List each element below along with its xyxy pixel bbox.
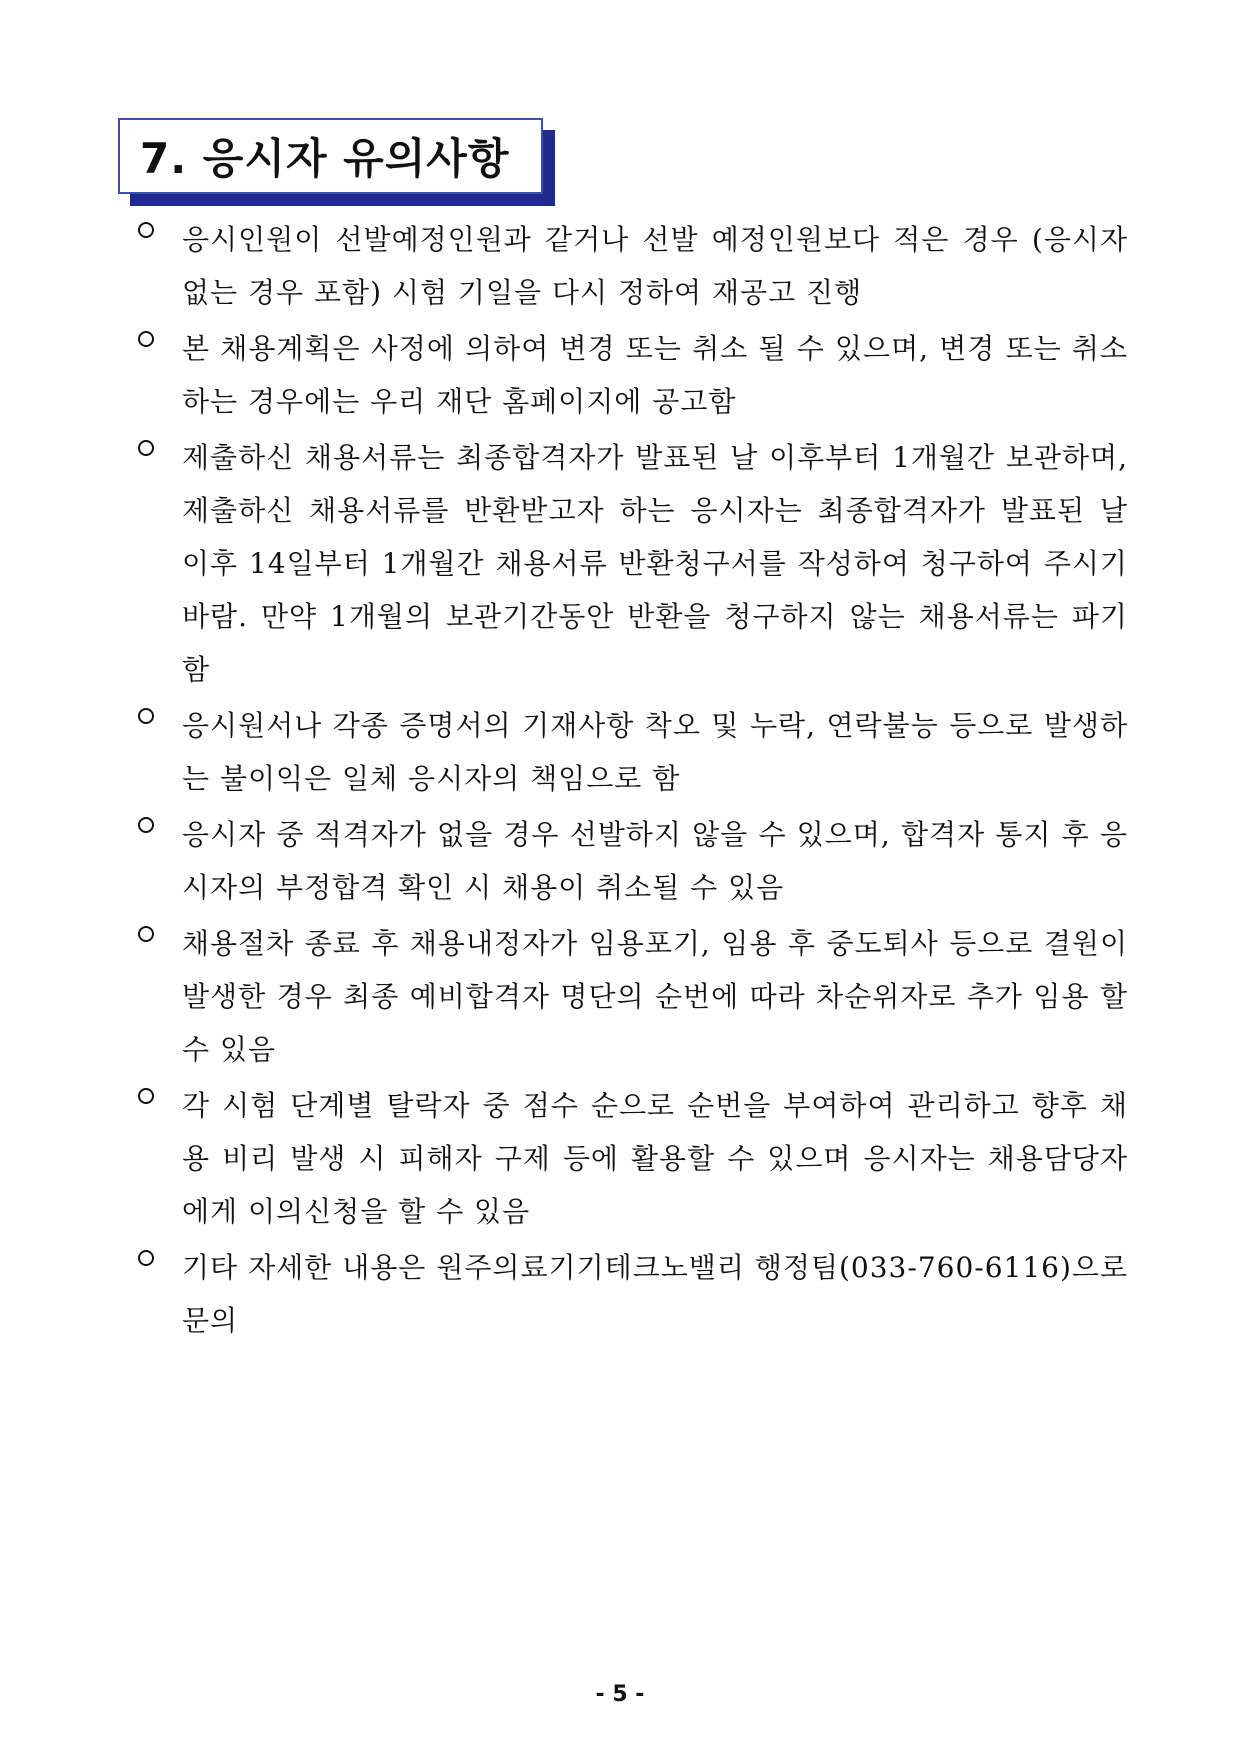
notice-list [138,222,1128,1359]
list-item-text: 채용절차 종료 후 채용내정자가 임용포기, 임용 후 중도퇴사 등으로 결원이 발생한 경우 최종 예비합격자 명단의 순번에 따라 차순위자로 추가 임용 할 수 있음 [182,927,1128,1066]
list-item [138,1079,1128,1238]
list-item [138,213,1128,319]
circle-bullet-icon [138,440,154,456]
circle-bullet-icon [138,331,154,347]
list-item-text: 제출하신 채용서류는 최종합격자가 발표된 날 이후부터 1개월간 보관하며, 제출하신 채용서류를 반환받고자 하는 응시자는 최종합격자가 발표된 날 이후 14일부터 1개월간 채용서류 반환청구서를 작성하여 청구하여 주시기 바람. 만약 1개월의 보관기간동안 반환을 청구하지 않는 채용서류는 파기함 [182,441,1128,686]
list-item [138,917,1128,1076]
section-heading [118,118,543,194]
list-item [138,808,1128,914]
circle-bullet-icon [138,1250,154,1266]
heading-box [118,118,543,194]
list-item-text: 응시자 중 적격자가 없을 경우 선발하지 않을 수 있으며, 합격자 통지 후 응시자의 부정합격 확인 시 채용이 취소될 수 있음 [182,818,1128,904]
circle-bullet-icon [138,817,154,833]
circle-bullet-icon [138,222,154,238]
list-item-text: 응시인원이 선발예정인원과 같거나 선발 예정인원보다 적은 경우 (응시자 없는 경우 포함) 시험 기일을 다시 정하여 재공고 진행 [182,223,1128,309]
list-item-text: 기타 자세한 내용은 원주의료기기테크노밸리 행정팀(033-760-6116)으로 문의 [182,1251,1128,1337]
list-item-text: 응시원서나 각종 증명서의 기재사항 착오 및 누락, 연락불능 등으로 발생하는 불이익은 일체 응시자의 책임으로 함 [182,709,1128,795]
list-item [138,1241,1128,1347]
circle-bullet-icon [138,1088,154,1104]
list-item-text: 각 시험 단계별 탈락자 중 점수 순으로 순번을 부여하여 관리하고 향후 채용 비리 발생 시 피해자 구제 등에 활용할 수 있으며 응시자는 채용담당자에게 이의신청을 할 수 있음 [182,1089,1128,1228]
list-item [138,431,1128,696]
list-item [138,322,1128,428]
list-item-text: 본 채용계획은 사정에 의하여 변경 또는 취소 될 수 있으며, 변경 또는 취소하는 경우에는 우리 재단 홈페이지에 공고함 [182,332,1128,418]
section-title: 7. 응시자 유의사항 [140,134,510,183]
list-item [138,699,1128,805]
circle-bullet-icon [138,708,154,724]
circle-bullet-icon [138,926,154,942]
page-number: - 5 - [595,1682,645,1707]
